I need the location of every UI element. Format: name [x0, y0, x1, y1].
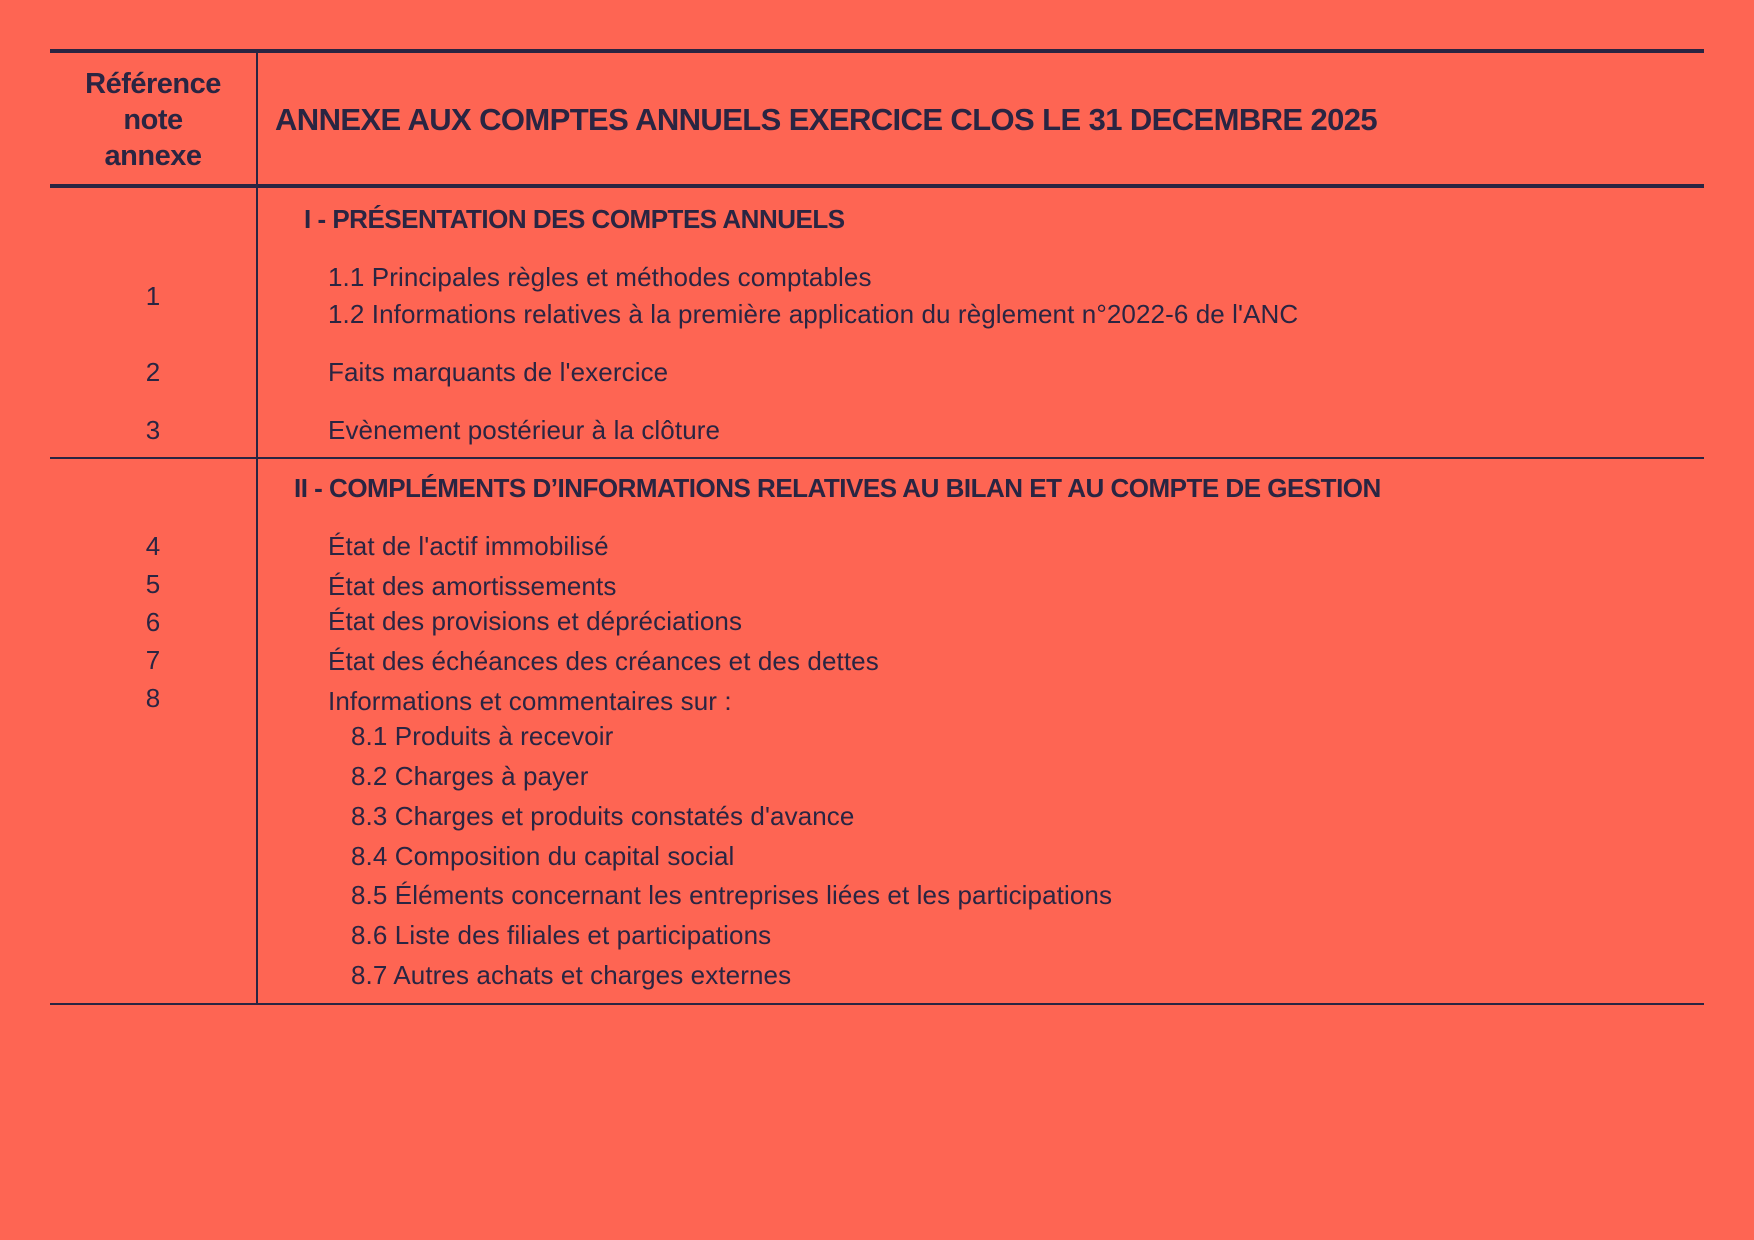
note-reference: 2	[145, 357, 161, 387]
note-subitem: 8.1 Produits à recevoir	[351, 721, 614, 751]
note-reference: 6	[145, 607, 161, 637]
note-item: État de l'actif immobilisé	[328, 531, 609, 561]
note-subitem: 8.7 Autres achats et charges externes	[351, 960, 792, 990]
note-reference: 8	[145, 683, 161, 713]
note-item: 1.1 Principales règles et méthodes comptables	[328, 262, 872, 292]
note-item: État des provisions et dépréciations	[328, 606, 743, 636]
column-separator	[256, 53, 258, 1004]
note-item: Evènement postérieur à la clôture	[328, 415, 721, 445]
note-subitem: 8.3 Charges et produits constatés d'avance	[351, 801, 855, 831]
table-bottom-rule	[50, 1003, 1704, 1005]
note-subitem: 8.5 Éléments concernant les entreprises liées et les participations	[351, 880, 1113, 910]
note-item: État des échéances des créances et des dettes	[328, 646, 879, 676]
reference-header-line: note	[123, 104, 183, 136]
note-item: Faits marquants de l'exercice	[328, 357, 669, 387]
note-subitem: 8.2 Charges à payer	[351, 761, 589, 791]
section-divider-rule	[50, 457, 1704, 459]
top-rule	[50, 49, 1704, 53]
note-item: Informations et commentaires sur :	[328, 686, 732, 716]
header-bottom-rule	[50, 184, 1704, 188]
section-title: I - PRÉSENTATION DES COMPTES ANNUELS	[304, 204, 845, 234]
document-title: ANNEXE AUX COMPTES ANNUELS EXERCICE CLOS LE 31 DECEMBRE 2025	[275, 102, 1378, 137]
note-item: 1.2 Informations relatives à la première application du règlement n°2022-6 de l'ANC	[328, 299, 1299, 329]
note-reference: 4	[145, 531, 161, 561]
reference-column-header	[50, 66, 256, 174]
note-subitem: 8.6 Liste des filiales et participations	[351, 920, 772, 950]
note-item: État des amortissements	[328, 571, 617, 601]
note-reference: 1	[145, 281, 161, 311]
note-subitem: 8.4 Composition du capital social	[351, 841, 735, 871]
section-title: II - COMPLÉMENTS D’INFORMATIONS RELATIVES AU BILAN ET AU COMPTE DE GESTION	[294, 473, 1381, 503]
reference-header-line: Référence	[85, 68, 221, 100]
note-reference: 3	[145, 415, 161, 445]
note-reference: 5	[145, 569, 161, 599]
reference-header-line: annexe	[104, 140, 202, 172]
note-reference: 7	[145, 645, 161, 675]
